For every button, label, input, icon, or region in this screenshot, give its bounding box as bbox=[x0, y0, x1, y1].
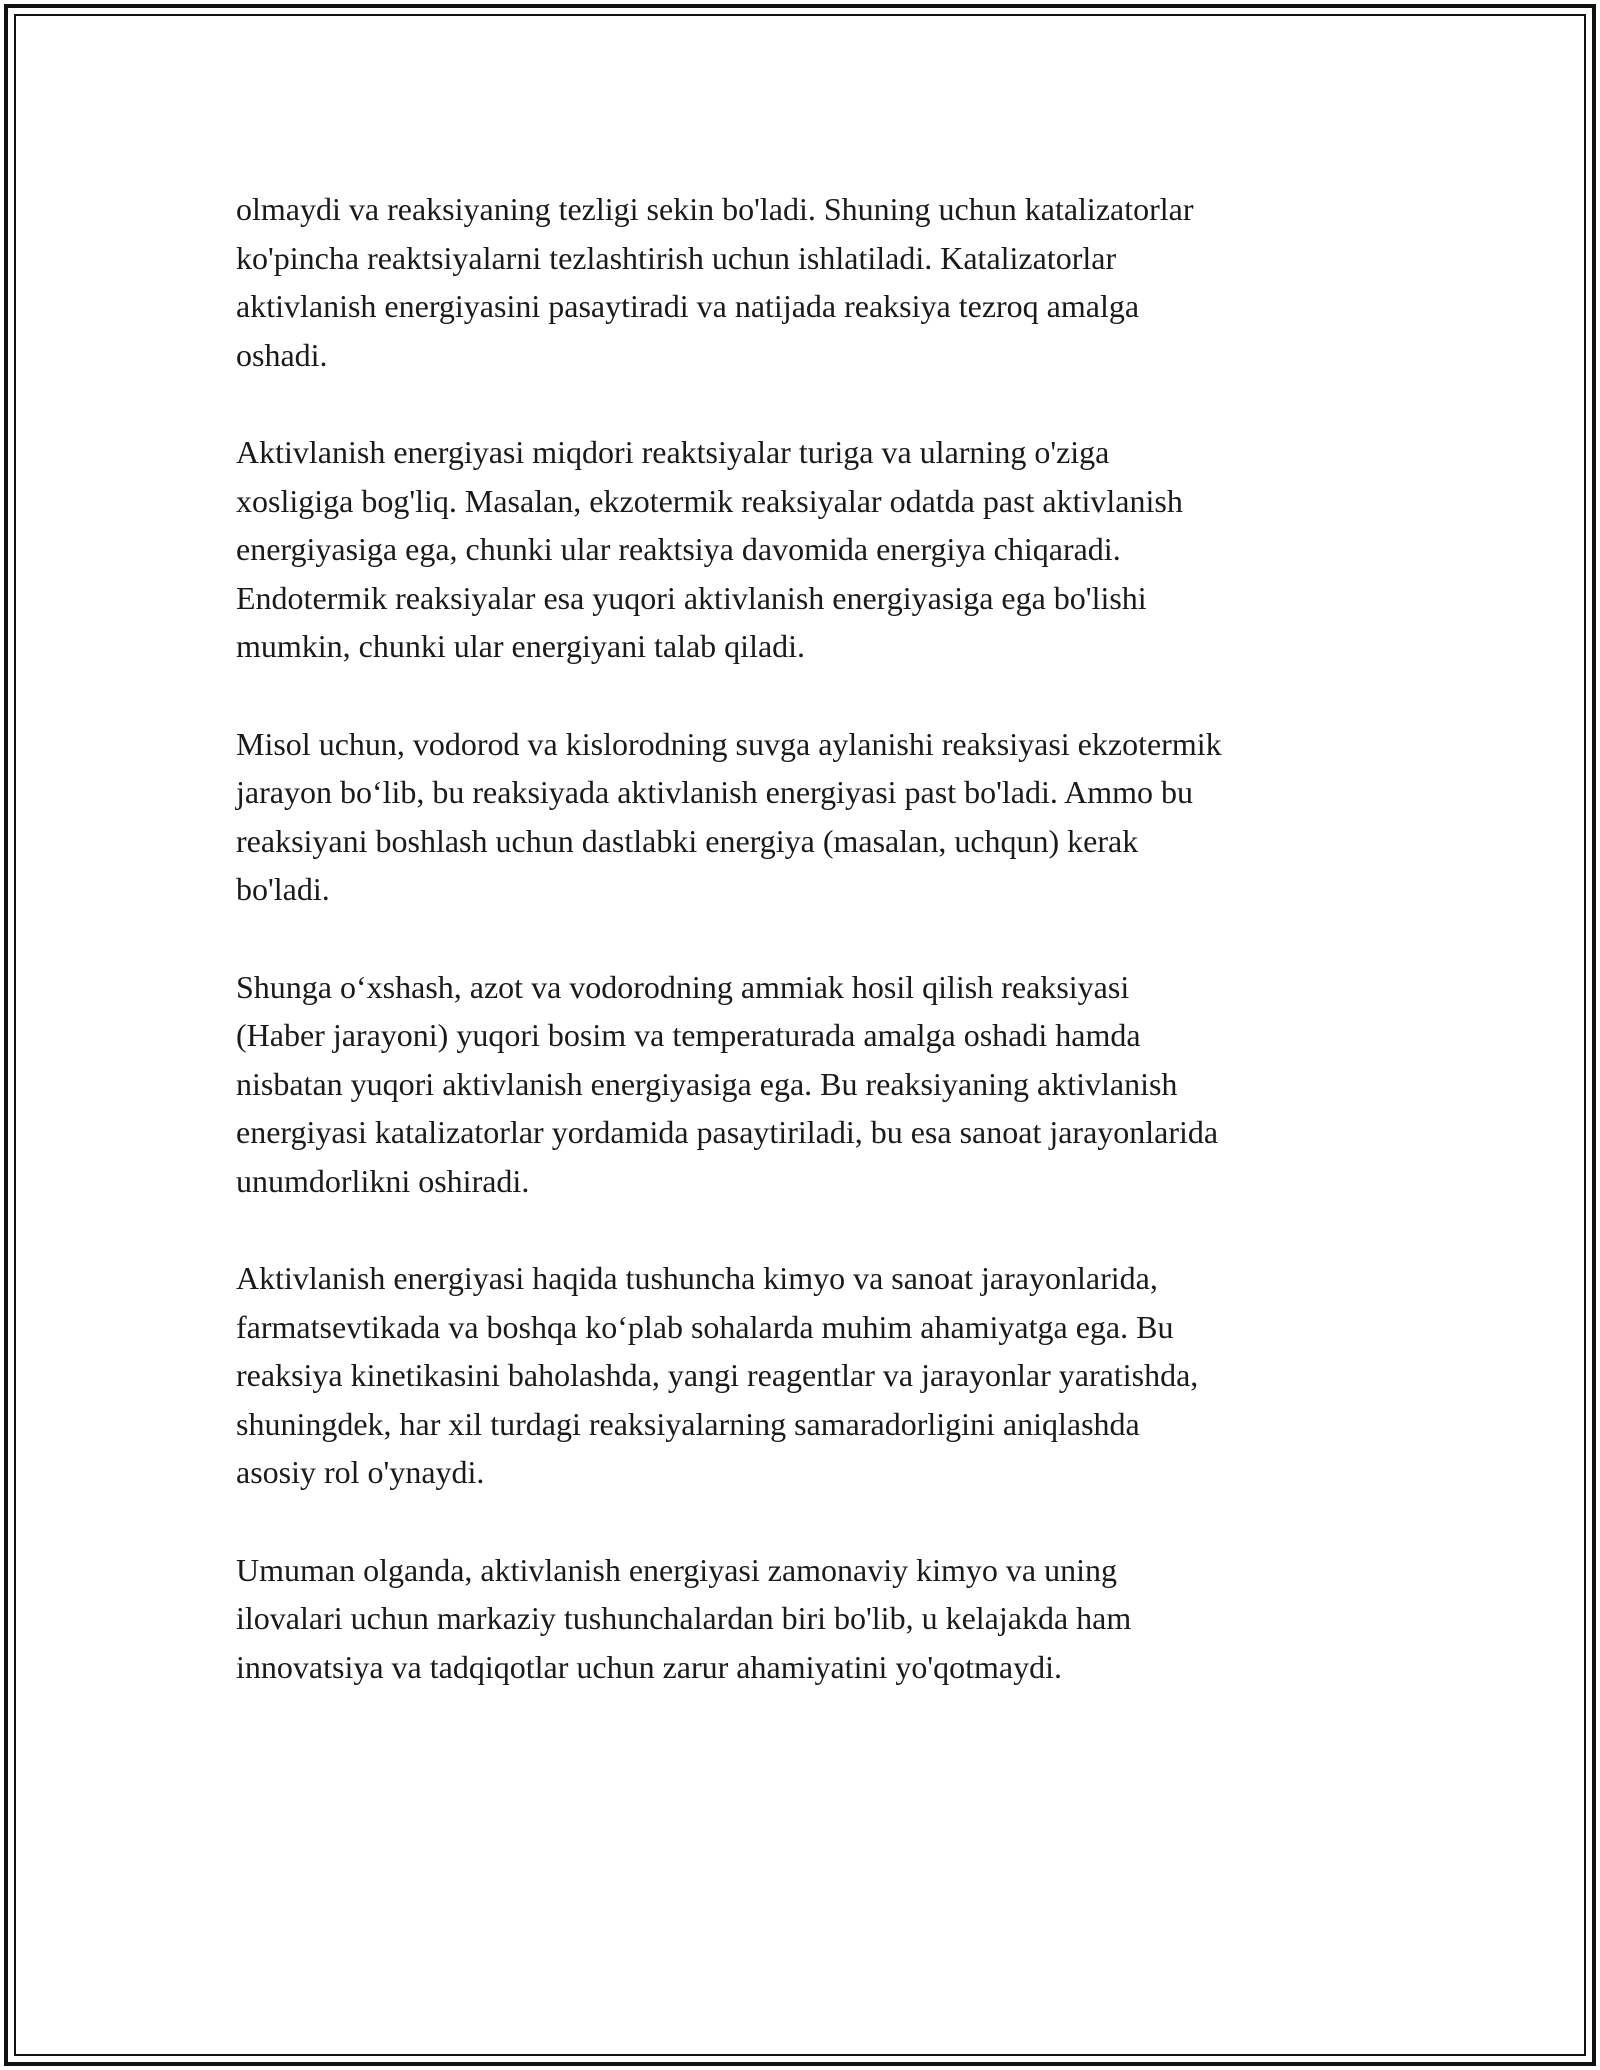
paragraph-4: Shunga o‘xshash, azot va vodorodning ammiak hosil qilish reaksiyasi (Haber jarayoni) yuqori bosim va temperaturada amalga oshadi hamda nisbatan yuqori aktivlanish energiyasiga ega. Bu reaksiyaning aktivlanish energiyasi katalizatorlar yordamida pasaytiriladi, bu esa sanoat jarayonlarida unumdorlikni oshiradi. bbox=[236, 968, 1219, 1199]
paragraph-5: Aktivlanish energiyasi haqida tushuncha kimyo va sanoat jarayonlarida, farmatsevtikada va boshqa ko‘plab sohalarda muhim ahamiyatga ega. Bu reaksiya kinetikasini baholashda, yangi reagentlar va jarayonlar yaratishda, shuningdek, har xil turdagi reaksiyalarning samaradorligini aniqlashda asosiy rol o'ynaydi. bbox=[236, 1260, 1199, 1491]
paragraph-2: Aktivlanish energiyasi miqdori reaktsiyalar turiga va ularning o'ziga xosligiga bog'liq. Masalan, ekzotermik reaksiyalar odatda past aktivlanish energiyasiga ega, chunki ular reaktsiya davomida energiya chiqaradi. Endotermik reaksiyalar esa yuqori aktivlanish energiyasiga ega bo'lishi mumkin, chunki ular energiyani talab qiladi. bbox=[236, 433, 1183, 665]
paragraph-6: Umuman olganda, aktivlanish energiyasi zamonaviy kimyo va uning ilovalari uchun markaziy tushunchalardan biri bo'lib, u kelajakda ham innovatsiya va tadqiqotlar uchun zarur ahamiyatini yo'qotmaydi. bbox=[236, 1551, 1132, 1685]
paragraph-1: olmaydi va reaksiyaning tezligi sekin bo'ladi. Shuning uchun katalizatorlar ko'pincha reaktsiyalarni tezlashtirish uchun ishlatiladi. Katalizatorlar aktivlanish energiyasini pasaytiradi va natijada reaksiya tezroq amalga oshadi. bbox=[236, 191, 1194, 373]
paragraph-3: Misol uchun, vodorod va kislorodning suvga aylanishi reaksiyasi ekzotermik jarayon bo‘lib, bu reaksiyada aktivlanish energiyasi past bo'ladi. Ammo bu reaksiyani boshlash uchun dastlabki energiya (masalan, uchqun) kerak bo'ladi. bbox=[236, 725, 1222, 908]
document-body bbox=[236, 185, 1376, 1740]
